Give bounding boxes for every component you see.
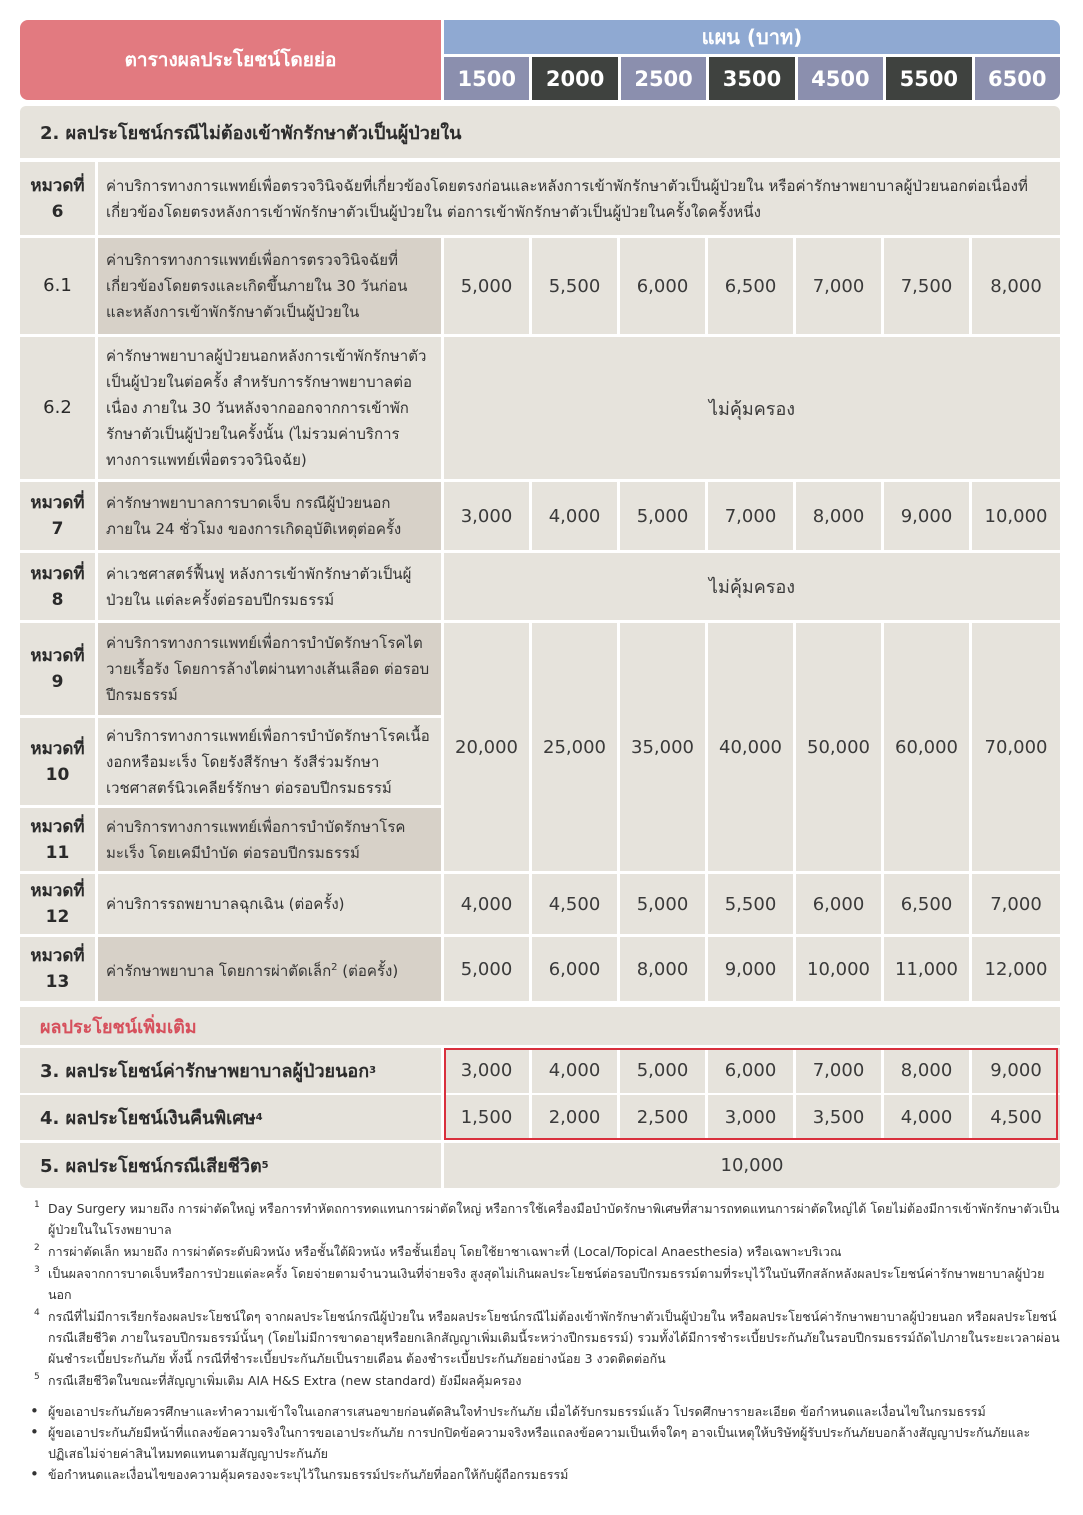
benefit-value: 9,000 (884, 482, 969, 550)
benefit-value: 11,000 (884, 937, 969, 1001)
benefit-value: 3,000 (444, 482, 529, 550)
benefit-value: 1,500 (444, 1095, 529, 1140)
benefit-description: ค่ารักษาพยาบาลการบาดเจ็บ กรณีผู้ป่วยนอกภายใน 24 ชั่วโมง ของการเกิดอุบัติเหตุต่อครั้ง (98, 482, 441, 550)
benefit-value: 60,000 (884, 623, 969, 871)
benefit-value: 9,000 (708, 937, 793, 1001)
benefit-description: ค่ารักษาพยาบาลผู้ป่วยนอกหลังการเข้าพักรักษาตัวเป็นผู้ป่วยในต่อครั้ง สำหรับการรักษาพยาบาลต่อเนื่อง ภายใน 30 วันหลังจากออกจากการเข้าพักรักษาตัวเป็นผู้ป่วยในครั้งนั้น (ไม่รวมค่าบริการทางการแพทย์เพื่อตรวจวินิจฉัย) (98, 337, 441, 479)
benefit-value: 6,500 (884, 874, 969, 934)
category-number: 9 (51, 672, 64, 692)
benefit-label (20, 1143, 441, 1188)
benefit-value: 7,000 (796, 238, 881, 334)
footnote-marker: 4 (255, 1112, 263, 1123)
benefit-value: 4,000 (884, 1095, 969, 1140)
benefit-value: 4,000 (532, 482, 617, 550)
benefit-value: 12,000 (972, 937, 1060, 1001)
category-prefix: หมวดที่ (30, 175, 85, 196)
plan-header: 6500 (975, 57, 1060, 100)
table-row (20, 162, 1060, 235)
category-number: 11 (45, 842, 70, 863)
footnotes (32, 1198, 1062, 1485)
benefit-value: 8,000 (796, 482, 881, 550)
benefit-value: 6,500 (708, 238, 793, 334)
benefit-value: 7,500 (884, 238, 969, 334)
footnote-marker: 3 (369, 1065, 377, 1076)
category-prefix: หมวดที่ (30, 493, 85, 513)
additional-benefits-title: ผลประโยชน์เพิ่มเติม (20, 1007, 1060, 1045)
footnote-text: กรณีที่ไม่มีการเรียกร้องผลประโยชน์ใดๆ จากผลประโยชน์กรณีผู้ป่วยใน หรือผลประโยชน์กรณีไม่ต้องเข้าพักรักษาตัวเป็นผู้ป่วยใน หรือผลประโยชน์ค่ารักษาพยาบาลผู้ป่วยนอก หรือผลประโยชน์กรณีเสียชีวิต ภายในรอบปีกรมธรรม์นั้นๆ (โดยไม่มีการขาดอายุหรือยกเลิกสัญญาเพิ่มเติมนี้ระหว่างปีกรมธรรม์) รวมทั้งได้มีการชำระเบี้ยประกันภัยในรอบปีกรมธรรม์ถัดไปภายในระยะเวลาผ่อนผันชำระเบี้ยประกันภัย ทั้งนี้ กรณีที่ชำระเบี้ยประกันภัยเป็นรายเดือน ต้องชำระเบี้ยประกันภัยอย่างน้อย 3 งวดติดต่อกัน (48, 1309, 1060, 1366)
category-number: 8 (51, 589, 64, 610)
table-row (20, 337, 1060, 479)
category-number: 6.2 (43, 397, 72, 418)
category-prefix: หมวดที่ (30, 946, 85, 966)
table-row (20, 874, 1060, 934)
plan-header: 4500 (798, 57, 883, 100)
description-tail: (ต่อครั้ง) (337, 961, 399, 980)
table-row (20, 482, 1060, 550)
table-row (20, 553, 1060, 620)
benefit-value: 5,500 (708, 874, 793, 934)
benefit-value: 5,000 (620, 1048, 705, 1093)
category-label (20, 553, 95, 620)
benefit-value: 25,000 (532, 623, 617, 871)
category-label (20, 937, 95, 1001)
footnote (32, 1263, 1062, 1305)
plan-header: 1500 (444, 57, 529, 100)
benefit-value: 6,000 (532, 937, 617, 1001)
table-row (20, 1095, 1060, 1140)
label-text: 5. ผลประโยชน์กรณีเสียชีวิต (40, 1156, 262, 1177)
benefit-table (20, 20, 1060, 1177)
plan-caption: แผน (บาท) (444, 20, 1060, 54)
table-title: ตารางผลประโยชน์โดยย่อ (20, 20, 441, 100)
footnote-text: Day Surgery หมายถึง การผ่าตัดใหญ่ หรือการทำหัตถการทดแทนการผ่าตัดใหญ่ หรือการใช้เครื่องมือบำบัดรักษาพิเศษที่สามารถทดแทนการผ่าตัดใหญ่ได้ โดยไม่ต้องมีการเข้าพักรักษาตัวเป็นผู้ป่วยในในโรงพยาบาล (48, 1201, 1060, 1237)
category-number: 7 (51, 519, 64, 539)
footnote (32, 1370, 1062, 1391)
category-label (20, 162, 95, 235)
benefit-value: 7,000 (708, 482, 793, 550)
benefit-value: 6,000 (620, 238, 705, 334)
benefit-value: 20,000 (444, 623, 529, 871)
plan-header: 3500 (709, 57, 794, 100)
benefit-value: 3,500 (796, 1095, 881, 1140)
category-label (20, 874, 95, 934)
table-row (20, 937, 1060, 1001)
section-title: 2. ผลประโยชน์กรณีไม่ต้องเข้าพักรักษาตัวเป็นผู้ป่วยใน (20, 106, 1060, 158)
benefit-value: 9,000 (972, 1048, 1060, 1093)
disclaimer-bullet: • ผู้ขอเอาประกันภัยควรศึกษาและทำความเข้าใจในเอกสารเสนอขายก่อนตัดสินใจทำประกันภัย เมื่อได้รับกรมธรรม์แล้ว โปรดศึกษารายละเอียด ข้อกำหนดและเงื่อนไขในกรมธรรม์ (32, 1401, 1062, 1422)
benefit-value: 5,000 (620, 874, 705, 934)
benefit-value: 5,000 (444, 238, 529, 334)
benefit-value: 40,000 (708, 623, 793, 871)
benefit-value: 10,000 (972, 482, 1060, 550)
label-text: 3. ผลประโยชน์ค่ารักษาพยาบาลผู้ป่วยนอก (40, 1061, 370, 1082)
category-number: 13 (45, 972, 70, 992)
disclaimer-bullet: • ข้อกำหนดและเงื่อนไขของความคุ้มครองจะระบุไว้ในกรมธรรม์ประกันภัยที่ออกให้กับผู้ถือกรมธรรม์ (32, 1464, 1062, 1485)
benefit-value: 8,000 (884, 1048, 969, 1093)
description-text: ค่ารักษาพยาบาล โดยการผ่าตัดเล็ก (106, 961, 332, 980)
benefit-value: 35,000 (620, 623, 705, 871)
table-header (20, 20, 1060, 100)
benefit-value: 6,000 (708, 1048, 793, 1093)
plan-header: 5500 (886, 57, 971, 100)
category-label (20, 238, 95, 334)
category-number: 10 (45, 764, 70, 785)
footnote-text: กรณีเสียชีวิตในขณะที่สัญญาเพิ่มเติม AIA H&S Extra (new standard) ยังมีผลคุ้มครอง (48, 1373, 522, 1388)
benefit-value: 50,000 (796, 623, 881, 871)
not-covered-label: ไม่คุ้มครอง (444, 337, 1060, 479)
footnote-number: 2 (34, 1243, 40, 1253)
benefit-value: 5,000 (620, 482, 705, 550)
benefit-value: 6,000 (796, 874, 881, 934)
benefit-label (20, 1048, 441, 1093)
category-prefix: หมวดที่ (30, 881, 85, 901)
plan-header: 2000 (532, 57, 617, 100)
footnote-text: เป็นผลจากการบาดเจ็บหรือการป่วยแต่ละครั้ง โดยจ่ายตามจำนวนเงินที่จ่ายจริง สูงสุดไม่เกินผลประโยชน์ต่อรอบปีกรมธรรม์ตามที่ระบุไว้ในบันทึกสลักหลังผลประโยชน์ค่ารักษาพยาบาลผู้ป่วยนอก (48, 1266, 1045, 1302)
disclaimer-bullet: • ผู้ขอเอาประกันภัยมีหน้าที่แถลงข้อความจริงในการขอเอาประกันภัย การปกปิดข้อความจริงหรือแถลงข้อความเป็นเท็จใดๆ อาจเป็นเหตุให้บริษัทผู้รับประกันภัยบอกล้างสัญญาประกันภัยและปฏิเสธไม่จ่ายค่าสินไหมทดแทนตามสัญญาประกันภัย (32, 1422, 1062, 1464)
plan-header: 2500 (621, 57, 706, 100)
category-label (20, 482, 95, 550)
footnote-number: 5 (34, 1372, 40, 1382)
table-row (20, 1048, 1060, 1093)
plan-header-row (444, 57, 1060, 100)
benefit-value: 4,000 (444, 874, 529, 934)
benefit-description: ค่าบริการทางการแพทย์เพื่อการบำบัดรักษาโรคมะเร็ง โดยเคมีบำบัด ต่อรอบปีกรมธรรม์ (98, 808, 441, 871)
benefit-description (98, 937, 441, 1001)
benefit-value: 10,000 (444, 1143, 1060, 1188)
category-prefix: หมวดที่ (30, 816, 85, 837)
benefit-value: 7,000 (796, 1048, 881, 1093)
benefit-description: ค่าบริการทางการแพทย์เพื่อการตรวจวินิจฉัยที่เกี่ยวข้องโดยตรงและเกิดขึ้นภายใน 30 วันก่อนและหลังการเข้าพักรักษาตัวเป็นผู้ป่วยใน (98, 238, 441, 334)
table-row (20, 238, 1060, 334)
benefit-value: 2,000 (532, 1095, 617, 1140)
footnote-marker: 5 (261, 1160, 269, 1171)
footnote-text: การผ่าตัดเล็ก หมายถึง การผ่าตัดระดับผิวหนัง หรือชั้นใต้ผิวหนัง หรือชั้นเยื่อบุ โดยใช้ยาชาเฉพาะที่ (Local/Topical Anaesthesia) หรือเฉพาะบริเวณ (48, 1244, 842, 1259)
table-row (20, 1143, 1060, 1188)
benefit-value: 4,500 (532, 874, 617, 934)
category-number: 6.1 (43, 275, 72, 296)
benefit-value: 5,500 (532, 238, 617, 334)
category-number: 12 (45, 907, 70, 927)
benefit-description: ค่าบริการทางการแพทย์เพื่อตรวจวินิจฉัยที่เกี่ยวข้องโดยตรงก่อนและหลังการเข้าพักรักษาตัวเป็นผู้ป่วยใน หรือค่ารักษาพยาบาลผู้ป่วยนอกต่อเนื่องที่เกี่ยวข้องโดยตรงหลังการเข้าพักรักษาตัวเป็นผู้ป่วยใน ต่อการเข้าพักรักษาตัวเป็นผู้ป่วยในครั้งใดครั้งหนึ่ง (98, 162, 1060, 235)
benefit-description: ค่าเวชศาสตร์ฟื้นฟู หลังการเข้าพักรักษาตัวเป็นผู้ป่วยใน แต่ละครั้งต่อรอบปีกรมธรรม์ (98, 553, 441, 620)
footnote-number: 4 (34, 1308, 40, 1318)
benefit-value: 3,000 (708, 1095, 793, 1140)
benefit-value: 8,000 (972, 238, 1060, 334)
benefit-description: ค่าบริการทางการแพทย์เพื่อการบำบัดรักษาโรคเนื้องอกหรือมะเร็ง โดยรังสีรักษา รังสีร่วมรักษา เวชศาสตร์นิวเคลียร์รักษา ต่อรอบปีกรมธรรม์ (98, 718, 441, 805)
benefit-value: 2,500 (620, 1095, 705, 1140)
benefit-value: 10,000 (796, 937, 881, 1001)
footnote (32, 1241, 1062, 1262)
category-prefix: หมวดที่ (30, 563, 85, 584)
shared-value-row (20, 623, 1060, 871)
label-text: 4. ผลประโยชน์เงินคืนพิเศษ (40, 1108, 256, 1129)
footnote-number: 1 (34, 1200, 40, 1210)
benefit-description: ค่าบริการทางการแพทย์เพื่อการบำบัดรักษาโรคไตวายเรื้อรัง โดยการล้างไตผ่านทางเส้นเลือด ต่อรอบปีกรมธรรม์ (98, 623, 441, 715)
benefit-value: 70,000 (972, 623, 1060, 871)
category-prefix: หมวดที่ (30, 738, 85, 759)
benefit-value: 3,000 (444, 1048, 529, 1093)
benefit-value: 8,000 (620, 937, 705, 1001)
benefit-description: ค่าบริการรถพยาบาลฉุกเฉิน (ต่อครั้ง) (98, 874, 441, 934)
category-number: 6 (51, 201, 64, 222)
footnote-number: 3 (34, 1265, 40, 1275)
footnote (32, 1198, 1062, 1240)
benefit-label (20, 1095, 441, 1140)
benefit-value: 4,500 (972, 1095, 1060, 1140)
benefit-value: 4,000 (532, 1048, 617, 1093)
category-label (20, 337, 95, 479)
benefit-value: 5,000 (444, 937, 529, 1001)
footnote (32, 1306, 1062, 1369)
category-prefix: หมวดที่ (30, 646, 85, 666)
benefit-value: 7,000 (972, 874, 1060, 934)
footnote-marker: 2 (331, 961, 338, 973)
not-covered-label: ไม่คุ้มครอง (444, 553, 1060, 620)
